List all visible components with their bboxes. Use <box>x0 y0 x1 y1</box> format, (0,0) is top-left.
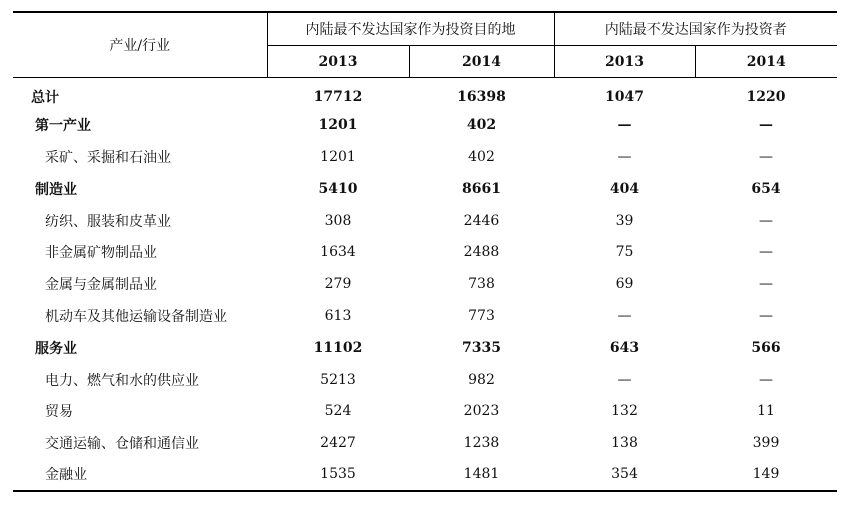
row-label: 制造业 <box>35 181 77 198</box>
cell-value: 643 <box>609 339 640 356</box>
cell-value: 132 <box>611 403 638 420</box>
row-label: 交通运输、仓储和通信业 <box>45 436 199 453</box>
table-row <box>13 459 837 491</box>
year-header: 2013 <box>554 46 695 78</box>
cell-value: 17712 <box>313 88 363 105</box>
cell-value: 1535 <box>267 459 409 491</box>
cell-value: 279 <box>324 276 352 293</box>
table-row-total <box>13 78 837 110</box>
cell-value: — <box>617 307 632 324</box>
row-label: 金属与金属制品业 <box>45 277 157 294</box>
cell-value: 399 <box>752 435 780 452</box>
table-row <box>13 364 837 396</box>
table-row <box>13 427 837 459</box>
cell-value: — <box>759 117 773 134</box>
cell-value: — <box>759 276 773 293</box>
cell-value: — <box>759 244 773 261</box>
cell-value: 16398 <box>457 88 506 105</box>
cell-value: 8661 <box>462 180 501 197</box>
table-row-sector <box>13 173 837 205</box>
cell-value: 138 <box>611 435 638 452</box>
table-row <box>13 395 837 427</box>
table-row <box>13 300 837 332</box>
cell-value: 354 <box>554 459 695 491</box>
cell-value: 1481 <box>409 459 554 491</box>
cell-value: 2488 <box>463 244 500 261</box>
year-header: 2013 <box>267 46 409 78</box>
cell-value: 1634 <box>320 244 356 261</box>
row-label: 机动车及其他运输设备制造业 <box>45 308 227 325</box>
cell-value: 75 <box>615 244 634 261</box>
cell-value: 1047 <box>605 88 644 105</box>
year-header: 2014 <box>695 46 837 78</box>
cell-value: 566 <box>751 339 781 356</box>
cell-value: — <box>759 307 773 324</box>
group-header-investor: 内陆最不发达国家作为投资者 <box>554 12 837 46</box>
cell-value: 2427 <box>320 435 356 452</box>
cell-value: 1238 <box>463 435 500 452</box>
cell-value: 11 <box>757 403 775 420</box>
row-label: 第一产业 <box>35 118 91 135</box>
cell-value: 11102 <box>313 339 363 356</box>
cell-value: 5410 <box>318 180 358 197</box>
cell-value: 982 <box>468 371 495 388</box>
cell-value: 738 <box>468 276 495 293</box>
table-row <box>13 236 837 268</box>
cell-value: 7335 <box>462 339 501 356</box>
cell-value: — <box>617 371 632 388</box>
cell-value: — <box>759 212 773 229</box>
cell-value: 402 <box>468 148 495 165</box>
row-label: 采矿、采掘和石油业 <box>45 149 171 166</box>
row-label: 总计 <box>31 89 59 106</box>
table-row <box>13 205 837 237</box>
cell-value: 654 <box>751 180 781 197</box>
cell-value: 402 <box>466 117 497 134</box>
cell-value: 2023 <box>463 403 500 420</box>
year-header: 2014 <box>409 46 554 78</box>
row-label: 纺织、服装和皮革业 <box>45 213 171 230</box>
table-row-sector <box>13 332 837 364</box>
cell-value: 524 <box>324 403 352 420</box>
cell-value: 5213 <box>320 371 356 388</box>
cell-value: — <box>617 117 632 134</box>
cell-value: — <box>759 371 773 388</box>
corner-header: 产业/行业 <box>13 12 267 78</box>
cell-value: 39 <box>615 212 634 229</box>
row-label: 电力、燃气和水的供应业 <box>45 372 199 389</box>
table-row <box>13 268 837 300</box>
cell-value: 1201 <box>318 117 358 134</box>
cell-value: 69 <box>615 276 634 293</box>
row-label: 贸易 <box>45 404 73 421</box>
cell-value: 308 <box>324 212 352 229</box>
cell-value: 613 <box>324 307 352 324</box>
row-label: 服务业 <box>35 340 77 357</box>
row-label: 金融业 <box>13 459 267 491</box>
table-row-sector <box>13 109 837 141</box>
cell-value: 2446 <box>463 212 500 229</box>
cell-value: 773 <box>468 307 495 324</box>
fdi-table <box>13 11 837 492</box>
cell-value: 149 <box>695 459 837 491</box>
group-header-destination: 内陆最不发达国家作为投资目的地 <box>267 12 554 46</box>
cell-value: 1201 <box>320 148 356 165</box>
table-row <box>13 141 837 173</box>
cell-value: — <box>617 148 632 165</box>
cell-value: — <box>759 148 773 165</box>
cell-value: 1220 <box>746 88 786 105</box>
row-label: 非金属矿物制品业 <box>45 245 157 262</box>
cell-value: 404 <box>609 180 640 197</box>
